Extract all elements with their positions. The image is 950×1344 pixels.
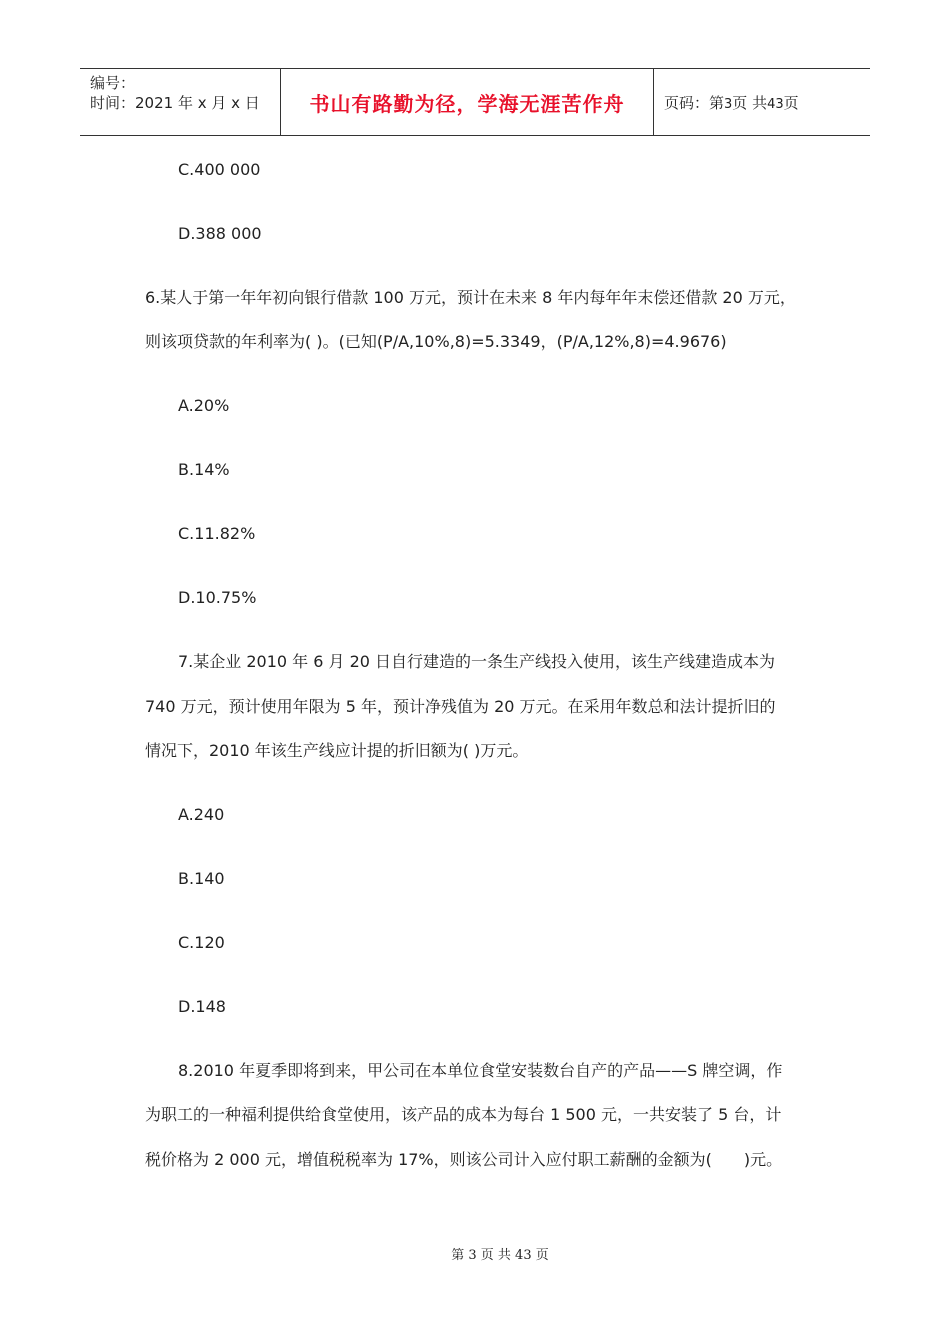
q7-option-c: C.120: [178, 933, 225, 952]
page-current-number: 3: [724, 96, 733, 112]
q7-text-line1: 7.某企业 2010 年 6 月 20 日自行建造的一条生产线投入使用，该生产线建造成本为: [178, 652, 776, 671]
q6-text-line2: 则该项贷款的年利率为( )。(已知(P/A,10%,8)=5.3349，(P/A,12%,8)=4.9676): [145, 332, 727, 351]
header-motto: 书山有路勤为径，学海无涯苦作舟: [309, 91, 625, 116]
page-header: [80, 68, 870, 136]
document-date-label: 时间：2021 年 x 月 x 日: [90, 94, 260, 112]
q6-option-a: A.20%: [178, 396, 230, 415]
page-label-prefix: 页码：第: [664, 93, 725, 112]
q5-option-d: D.388 000: [178, 224, 262, 243]
q7-text-line3: 情况下，2010 年该生产线应计提的折旧额为( )万元。: [145, 741, 529, 760]
q7-option-b: B.140: [178, 869, 225, 888]
q7-option-d: D.148: [178, 997, 226, 1016]
page-label-mid: 页 共: [732, 93, 768, 112]
q7-text-line2: 740 万元，预计使用年限为 5 年，预计净残值为 20 万元。在采用年数总和法计提折旧的: [145, 697, 776, 716]
header-motto-cell: [281, 69, 654, 135]
header-meta-cell: [80, 69, 281, 135]
page-footer: 第 3 页 共 43 页: [451, 1248, 549, 1263]
page-label-suffix: 页: [783, 93, 799, 112]
q8-text-line1: 8.2010 年夏季即将到来，甲公司在本单位食堂安装数台自产的产品——S 牌空调，作: [178, 1061, 783, 1080]
q8-text-line2: 为职工的一种福利提供给食堂使用，该产品的成本为每台 1 500 元，一共安装了 5 台，计: [145, 1105, 782, 1124]
header-page-cell: [654, 69, 870, 135]
q6-option-d: D.10.75%: [178, 588, 257, 607]
q5-option-c: C.400 000: [178, 160, 261, 179]
header-page-indicator: [664, 92, 870, 113]
q8-text-line3: 税价格为 2 000 元，增值税税率为 17%，则该公司计入应付职工薪酬的金额为( )元。: [145, 1150, 783, 1169]
page-total-number: 43: [767, 96, 784, 112]
q6-option-b: B.14%: [178, 460, 230, 479]
q7-option-a: A.240: [178, 805, 225, 824]
document-number-label: 编号：: [90, 74, 136, 92]
q6-option-c: C.11.82%: [178, 524, 256, 543]
q6-text-line1: 6.某人于第一年年初向银行借款 100 万元，预计在未来 8 年内每年年末偿还借款 20 万元，: [145, 288, 796, 307]
